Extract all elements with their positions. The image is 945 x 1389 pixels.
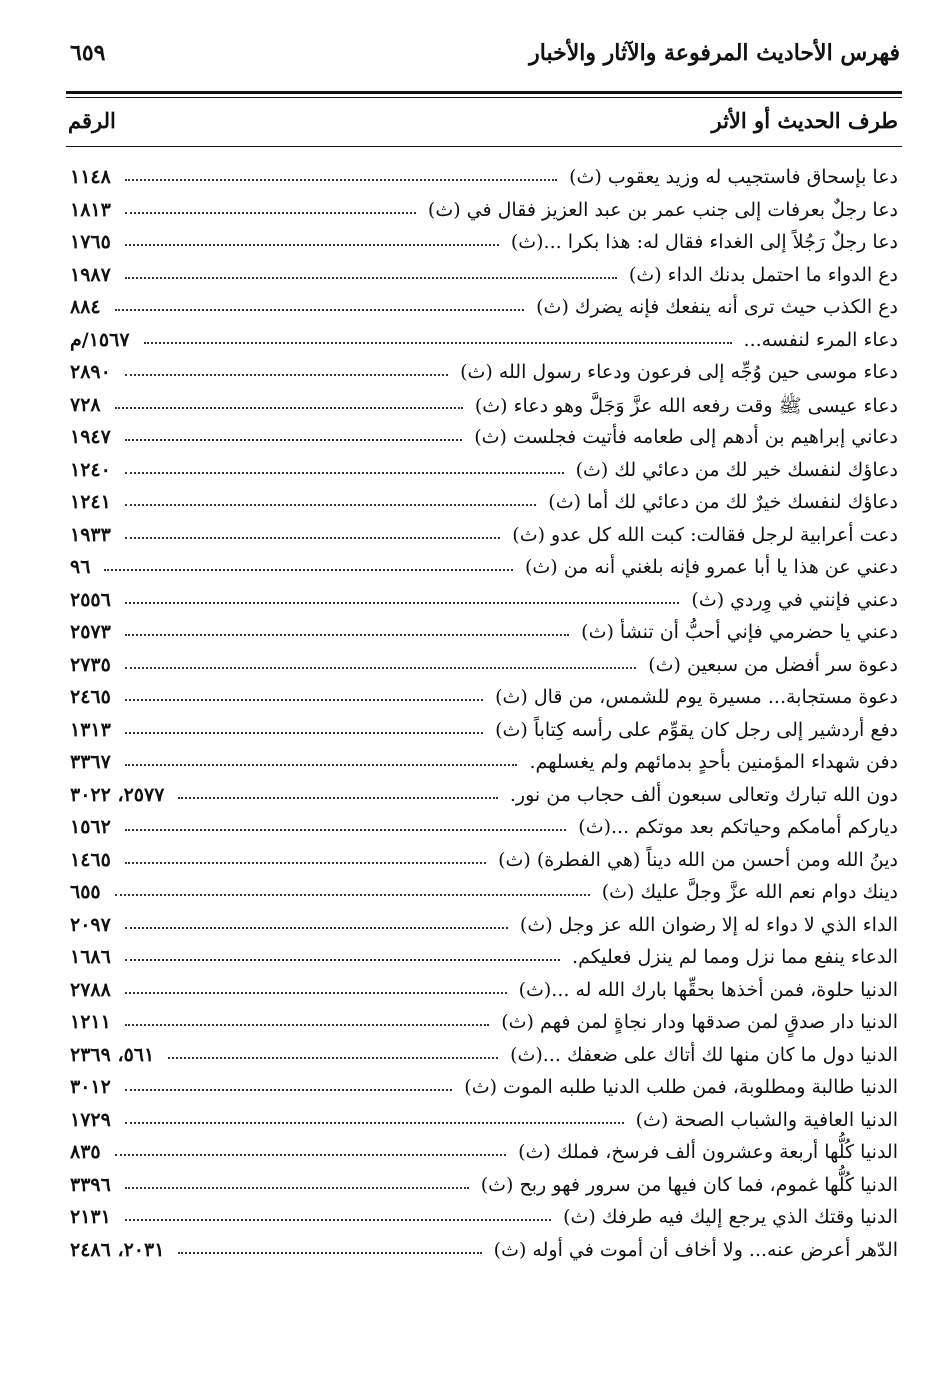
index-entry [66,361,902,394]
entry-ref-number: ١٤٦٥ [70,848,111,871]
entry-text: دعا بإسحاق فاستجيب له وزيد يعقوب (ث) [569,166,898,188]
dot-leader [125,1187,469,1189]
column-headers [66,108,902,142]
dot-leader [125,764,517,766]
index-entry [66,1076,902,1109]
index-entry [66,329,902,362]
dot-leader [125,1089,452,1091]
index-entry [66,946,902,979]
entry-ref-number: ١١٤٨ [70,166,111,188]
entry-ref-number: ٢١٣١ [70,1206,111,1228]
dot-leader [125,634,569,636]
dot-leader [115,407,463,409]
entry-ref-number: ٩٦ [70,556,91,578]
index-entry [66,816,902,849]
index-entry [66,1044,902,1077]
entry-text: دع الكذب حيث ترى أنه ينفعك فإنه يضرك (ث) [536,296,898,318]
entry-text: دون الله تبارك وتعالى سبعون ألف حجاب من نور. [509,783,898,806]
entry-text: الداء الذي لا دواء له إلا رضوان الله عز وجل (ث) [519,913,898,936]
entry-text: دعاء المرء لنفسه... [743,328,898,351]
dot-leader [125,927,508,929]
dot-leader [144,342,732,344]
index-entry [66,199,902,232]
entry-text: دعاؤك لنفسك خير لك من دعائي لك (ث) [575,458,898,481]
entry-ref-number: ٢٧٣٥ [70,653,111,676]
index-entry [66,426,902,459]
dot-leader [115,894,590,896]
entry-ref-number: ٢٥٧٧، ٣٠٢٢ [70,783,165,806]
dot-leader [125,959,560,961]
entry-ref-number: ٢٤٦٥ [70,686,111,708]
dot-leader [125,212,416,214]
entry-text: الدّهر أعرض عنه... ولا أخاف أن أموت في أوله (ث) [493,1238,898,1261]
entry-text: الدنيا طالبة ومطلوبة، فمن طلب الدنيا طلبه الموت (ث) [464,1076,898,1098]
index-entry [66,394,902,427]
index-entry [66,784,902,817]
dot-leader [125,992,507,994]
entry-text: دفن شهداء المؤمنين بأحدٍ بدمائهم ولم يغسلهم. [529,751,898,773]
entry-ref-number: ٧٢٨ [70,393,101,416]
index-entry [66,166,902,199]
page-number: ٦٥٩ [70,40,106,66]
dot-leader [104,569,513,571]
entry-ref-number: ٨٨٤ [70,296,101,318]
entry-ref-number: ١٧٦٥ [70,231,111,253]
index-entry [66,459,902,492]
entry-text: دعني يا حضرمي فإني أحبُّ أن تنشأ (ث) [581,621,898,643]
dot-leader [125,829,566,831]
index-entry [66,849,902,882]
entry-text: الدنيا كُلُّها أربعة وعشرون ألف فرسخ، فملك (ث) [518,1141,898,1163]
entry-text: الدنيا العافية والشباب الصحة (ث) [635,1108,898,1131]
entry-text: دعاني إبراهيم بن أدهم إلى طعامه فأتيت فجلست (ث) [474,426,898,448]
index-entry [66,1174,902,1207]
index-entry [66,1239,902,1272]
entry-ref-number: ٢٨٩٠ [70,361,111,383]
entry-ref-number: ٣٣٩٦ [70,1173,111,1196]
entry-ref-number: ٦٥٥ [70,881,101,903]
dot-leader [125,374,448,376]
index-entry [66,589,902,622]
entry-text: دينُ الله ومن أحسن من الله ديناً (هي الفطرة) (ث) [498,848,898,871]
entry-text: الدعاء ينفع مما نزل ومما لم ينزل فعليكم. [572,946,898,968]
entry-ref-number: ١٩٣٣ [70,523,111,546]
entry-text: دع الدواء ما احتمل بدنك الداء (ث) [628,263,898,286]
index-entry [66,914,902,947]
index-entries [66,166,902,1271]
dot-leader [125,472,564,474]
entry-ref-number: ١٩٨٧ [70,263,111,286]
entry-ref-number: ٣٠١٢ [70,1076,111,1098]
dot-leader [125,244,499,246]
dot-leader [125,537,500,539]
index-entry [66,1011,902,1044]
index-entry [66,621,902,654]
header-rule-thick [66,91,902,94]
running-head [70,40,900,76]
index-entry [66,654,902,687]
dot-leader [125,667,636,669]
entry-text: دعني فإنني في وِردي (ث) [691,588,898,611]
dot-leader [125,602,679,604]
dot-leader [115,309,524,311]
entry-text: دعني عن هذا يا أبا عمرو فإنه بلغني أنه من (ث) [524,556,898,578]
entry-text: دياركم أمامكم وحياتكم بعد موتكم ...(ث) [578,816,898,838]
entry-ref-number: ٢٠٩٧ [70,913,111,936]
dot-leader [125,732,483,734]
entry-text: دعاء موسى حين وُجِّه إلى فرعون ودعاء رسول الله (ث) [460,361,898,383]
entry-ref-number: ١٥٦٧/م [70,328,130,351]
index-entry [66,1109,902,1142]
entry-ref-number: ١٥٦٢ [70,816,111,838]
entry-ref-number: ١٦٨٦ [70,946,111,968]
entry-text: دفع أردشير إلى رجل كان يقوِّم على رأسه كِتاباً (ث) [495,718,898,741]
index-entry [66,556,902,589]
dot-leader [178,1252,482,1254]
index-entry [66,686,902,719]
index-entry [66,231,902,264]
dot-leader [115,1154,506,1156]
column-header-rule [66,146,902,147]
index-entry [66,719,902,752]
index-entry [66,296,902,329]
index-entry [66,491,902,524]
entry-ref-number: ٨٣٥ [70,1141,101,1163]
dot-leader [125,439,462,441]
dot-leader [125,179,557,181]
index-entry [66,881,902,914]
entry-ref-number: ٣٣٦٧ [70,751,111,773]
entry-ref-number: ١٧٢٩ [70,1108,111,1131]
entry-text: دعا رجلٌ رَجُلاً إلى الغداء فقال له: هذا بكرا ...(ث) [510,231,898,253]
entry-ref-number: ١٩٤٧ [70,426,111,448]
entry-ref-number: ١٨١٣ [70,198,111,221]
entry-text: دينك دوام نعم الله عزَّ وجلَّ عليك (ث) [601,881,898,903]
index-entry [66,979,902,1012]
dot-leader [125,699,483,701]
entry-ref-number: ٥٦١، ٢٣٦٩ [70,1043,155,1066]
index-entry [66,751,902,784]
entry-ref-number: ١٢٤٠ [70,458,111,481]
entry-text: دعاء عيسى ﷺ وقت رفعه الله عزَّ وَجَلَّ وهو دعاء (ث) [474,394,898,417]
dot-leader [125,1024,489,1026]
entry-ref-number: ١٢٤١ [70,491,111,513]
entry-ref-number: ١٣١٣ [70,718,111,741]
entry-text: الدنيا كُلُّها غموم، فما كان فيها من سرور فهو ربح (ث) [480,1173,898,1196]
entry-column-heading: طرف الحديث أو الأثر [711,108,898,133]
dot-leader [125,504,536,506]
entry-ref-number: ٢٥٧٣ [70,621,111,643]
entry-ref-number: ١٢١١ [70,1011,111,1033]
entry-text: دعت أعرابية لرجل فقالت: كبت الله كل عدو (ث) [512,523,898,546]
index-entry [66,1206,902,1239]
dot-leader [168,1057,498,1059]
entry-text: الدنيا دول ما كان منها لك أتاك على ضعفك ...(ث) [510,1043,898,1066]
dot-leader [125,277,617,279]
entry-ref-number: ٢٥٥٦ [70,588,111,611]
entry-text: الدنيا دار صدقٍ لمن صدقها ودار نجاةٍ لمن فهم (ث) [501,1011,898,1033]
entry-text: الدنيا حلوة، فمن أخذها بحقِّها بارك الله له ...(ث) [518,978,898,1001]
entry-ref-number: ٢٠٣١، ٢٤٨٦ [70,1238,165,1261]
header-rule-thin [66,97,902,98]
entry-text: الدنيا وقتك الذي يرجع إليك فيه طرفك (ث) [563,1206,898,1228]
index-entry [66,264,902,297]
entry-text: دعوة مستجابة... مسيرة يوم للشمس، من قال (ث) [495,686,898,708]
ref-column-heading: الرقم [68,108,116,133]
dot-leader [125,1219,551,1221]
dot-leader [125,1122,624,1124]
running-title: فهرس الأحاديث المرفوعة والآثار والأخبار [529,40,900,66]
entry-text: دعاؤك لنفسك خيرٌ لك من دعائي لك أما (ث) [548,491,898,513]
dot-leader [178,797,498,799]
entry-text: دعا رجلٌ بعرفات إلى جنب عمر بن عبد العزيز فقال في (ث) [427,198,898,221]
index-entry [66,524,902,557]
entry-text: دعوة سر أفضل من سبعين (ث) [648,653,898,676]
index-entry [66,1141,902,1174]
dot-leader [125,862,486,864]
entry-ref-number: ٢٧٨٨ [70,978,111,1001]
